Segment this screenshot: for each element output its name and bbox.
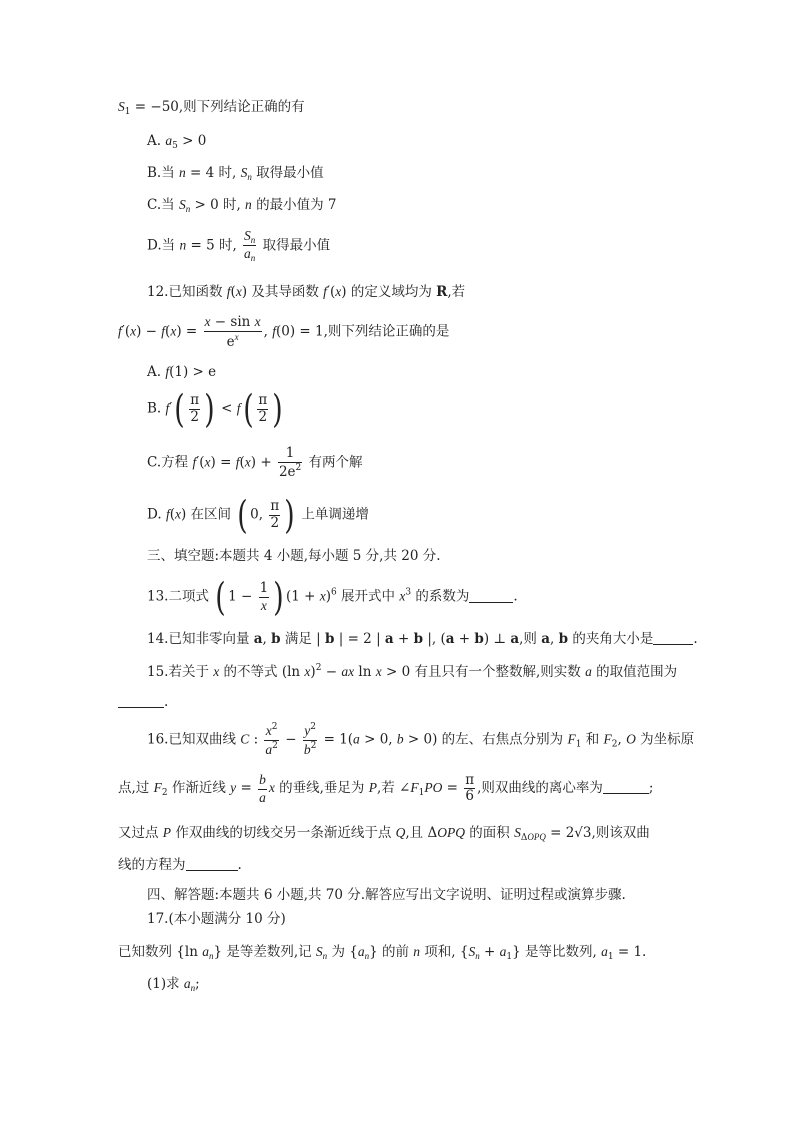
question-17-stem: 已知数列 {ln $a_n$} 是等差数列,记 $S_n$ 为 $\{a_n\}$ 的前 n 项和, $\{S_n + a_1\}$ 是等比数列, $a_1 = 1$. (118, 944, 647, 962)
option-12d: D. f(x) 在区间 ( 0, $\frac{\pi}{2}$ ) 上单调递增 (147, 493, 369, 537)
option-12a: A. f(1) > e (147, 364, 217, 380)
question-16-line2: 点,过 $F_2$ 作渐近线 y = $\frac{b}{a}$ x 的垂线,垂足为 P,若 $\angle F_1PO$ = $\frac{\pi}{6}$ ,则双曲线的离心率为 ; (118, 771, 654, 805)
question-14: 14.已知非零向量 a, b 满足 | b | = 2 | a + b |, (a + b) ⊥ a,则 a, b 的夹角大小是 . (147, 631, 698, 647)
question-17-part1: (1)求 $a_n$; (147, 976, 200, 993)
line-l01: $S_1 = -50$,则下列结论正确的有 (118, 99, 305, 117)
question-12-stem: 12.已知函数 f(x) 及其导函数 f′(x) 的定义域均为 R,若 (147, 284, 466, 300)
option-11c: C.当 $S_n > 0$ 时, n 的最小值为 7 (147, 197, 337, 214)
question-12-condition: f′(x) − f(x) = $\frac{\text{x − sin x}}{e^x}$ , f(0) = 1,则下列结论正确的是 (118, 314, 450, 350)
section-3-heading: 三、填空题:本题共 4 小题,每小题 5 分,共 20 分. (147, 548, 441, 564)
option-11b: B.当 n = 4 时, $S_n$ 取得最小值 (147, 165, 324, 182)
section-4-heading: 四、解答题:本题共 6 小题,共 70 分.解答应写出文字说明、证明过程或演算步骤. (147, 887, 626, 903)
option-12b: B. f′( $\frac{\pi}{2}$ ) < f( $\frac{\pi}{2}$ ) (147, 387, 283, 431)
question-16-stem: 16.已知双曲线 C : $\frac{x^2}{a^2}$ − $\frac{y^2}{b^2}$ = 1(a > 0, b > 0) 的左、右焦点分别为 $F_1$ 和 $F_2$, O 为坐标原 (147, 722, 695, 757)
option-12c: C.方程 f′(x) = f(x) + $\frac{1}{2e^2}$ 有两个解 (147, 445, 363, 480)
option-11a: A. $a_5 > 0$ (147, 133, 207, 151)
question-17-heading: 17.(本小题满分 10 分) (147, 911, 286, 927)
question-15-blank: . (118, 696, 168, 710)
question-16-line3: 又过点 P 作双曲线的切线交另一条渐近线于点 Q,且 ΔOPQ 的面积 $S_{\Delta OPQ} = 2√3$,则该双曲 (118, 825, 650, 843)
question-13: 13.二项式 ( 1 − $\frac{1}{x}$ ) $(1 + x)^6$ 展开式中 $x^3$ 的系数为 . (147, 575, 518, 619)
question-16-line4: 线的方程为 . (118, 857, 242, 873)
question-15: 15.若关于 x 的不等式 (ln x)$^2$ − ax ln x > 0 有且只有一个整数解,则实数 a 的取值范围为 (147, 663, 678, 680)
option-11d: D.当 n = 5 时, $\frac{S_n}{a_n}$ 取得最小值 (147, 228, 331, 264)
